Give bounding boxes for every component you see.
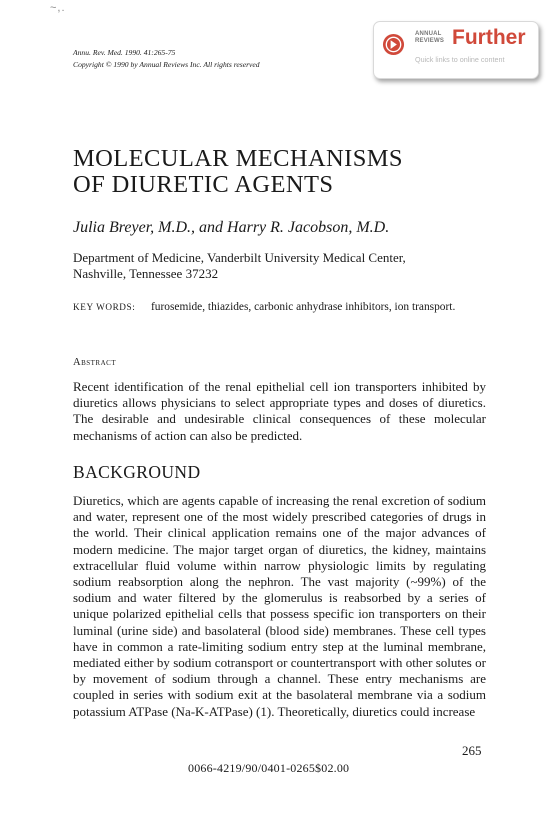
banner-further-label: Further <box>452 26 526 49</box>
keywords-label: KEY WORDS: <box>73 302 136 312</box>
page-number: 265 <box>462 743 482 758</box>
abstract-heading: Abstract <box>73 357 117 368</box>
journal-citation <box>73 47 260 71</box>
keywords-text: furosemide, thiazides, carbonic anhydrase inhibitors, ion transport. <box>151 301 456 313</box>
article-authors: Julia Breyer, M.D., and Harry R. Jacobson, M.D. <box>73 219 390 236</box>
body-paragraph: Diuretics, which are agents capable of increasing the renal excretion of sodium and water, represent one of the most widely prescribed categories of drugs in the world. Their clinical application remains one of the major advances of modern medicine. The major target organ of diuretics, the kidney, maintains extracellular fluid volume within narrow physiologic limits by regulating sodium reabsorption along the nephron. The vast majority (~99%) of the sodium and water filtered by the glomerulus is reabsorbed by a series of unique polarized epithelial cells that possess specific ion transporters on their luminal (urine side) and basolateral (blood side) membranes. These cell types have in common a rate-limiting sodium entry step at the luminal membrane, mediated either by sodium cotransport or countertransport with other solutes or by movement of sodium through a channel. These entry mechanisms are coupled in series with sodium exit at the basolateral membrane via a sodium potassium ATPase (Na-K-ATPase) (1). Theoretically, diuretics could increase <box>73 493 486 719</box>
citation-copyright: Copyright © 1990 by Annual Reviews Inc. All rights reserved <box>73 60 260 69</box>
author-affiliation <box>73 250 406 282</box>
annual-reviews-further-icon <box>382 33 405 56</box>
affiliation-line2: Nashville, Tennessee 37232 <box>73 266 219 281</box>
annual-reviews-further-banner[interactable] <box>373 21 539 79</box>
banner-annual-reviews <box>415 31 444 45</box>
article-title-line2: OF DIURETIC AGENTS <box>73 171 334 198</box>
banner-subtitle: Quick links to online content <box>415 55 505 64</box>
citation-journal: Annu. Rev. Med. 1990. 41:265-75 <box>73 48 176 57</box>
article-title-line1: MOLECULAR MECHANISMS <box>73 145 403 172</box>
doi-line: 0066-4219/90/0401-0265$02.00 <box>188 761 350 775</box>
banner-reviews-label: REVIEWS <box>415 38 445 44</box>
affiliation-line1: Department of Medicine, Vanderbilt University Medical Center, <box>73 250 406 265</box>
abstract-text: Recent identification of the renal epithelial cell ion transporters inhibited by diuretics allows physicians to select appropriate types and doses of diuretics. The desirable and undesirable clinical consequences of these molecular mechanisms of action can also be predicted. <box>73 379 486 443</box>
banner-annual-label: ANNUAL <box>415 31 442 37</box>
margin-mark: ~,. <box>50 2 66 14</box>
section-heading-background: BACKGROUND <box>73 462 201 482</box>
article-title <box>73 146 403 198</box>
